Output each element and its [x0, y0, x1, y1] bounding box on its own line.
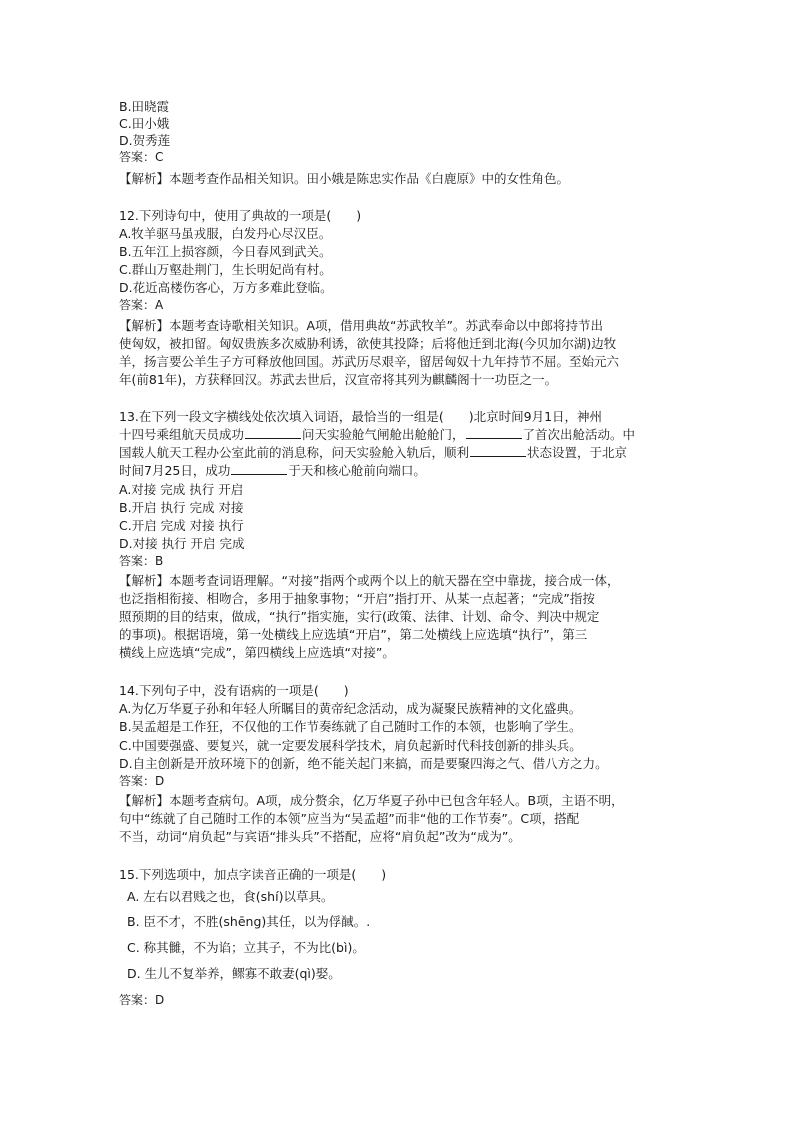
q13-option-a: A.对接 完成 执行 开启	[119, 482, 244, 497]
q15-option-c: C. 称其雠，不为谄；立其子，不为比(bì)。	[127, 940, 365, 955]
q13-analysis-line-3: 照预期的目的结束，做成，“执行”指实施，实行(政策、法律、计划、命令、判决中规定	[119, 609, 600, 624]
fill-blank-3	[470, 445, 526, 457]
q14-analysis-line-1: 【解析】本题考查病句。A项，成分赘余，亿万华夏子孙中已包含年轻人。B项，主语不明，	[119, 793, 624, 808]
q13-stem-line-4	[119, 462, 679, 479]
q12-option-b: B.五年江上损容颜，今日春风到武关。	[119, 244, 332, 259]
q14-answer: 答案：D	[119, 774, 165, 788]
q13-stem-line-4-part-b: 于天和核心舱前向端口。	[288, 463, 426, 478]
q12-option-a: A.牧羊驱马虽戎服，白发丹心尽汉臣。	[119, 226, 332, 241]
q14-option-c: C.中国要强盛、要复兴，就一定要发展科学技术，肩负起新时代科技创新的排头兵。	[119, 738, 582, 753]
q15-answer: 答案：D	[119, 993, 165, 1007]
q11-option-b: B.田晓霞	[119, 99, 170, 114]
q14-stem: 14.下列句子中，没有语病的一项是( )	[119, 683, 349, 698]
q13-analysis-line-1: 【解析】本题考查词语理解。“对接”指两个或两个以上的航天器在空中靠拢，接合成一体，	[119, 573, 620, 588]
q11-answer: 答案：C	[119, 150, 164, 164]
q15-option-b: B. 臣不才，不胜(shēng)其任，以为俘馘。.	[127, 914, 371, 929]
q13-analysis-line-2: 也泛指相衔接、相吻合，多用于抽象事物；“开启”指打开、从某一点起著；“完成”指按	[119, 591, 595, 606]
q12-answer: 答案：A	[119, 298, 164, 312]
q14-option-b: B.吴孟超是工作狂，不仅他的工作节奏练就了自己随时工作的本领，也影响了学生。	[119, 719, 582, 734]
q15-option-d: D. 生儿不复举养，鳏寡不敢妻(qì)娶。	[127, 966, 341, 981]
q13-stem-line-3-part-b: 状态设置，于北京	[527, 445, 628, 460]
q12-analysis-line-1: 【解析】本题考查诗歌相关知识。A项，借用典故“苏武牧羊”。苏武奉命以中郎将持节出	[119, 318, 604, 333]
q13-option-b: B.开启 执行 完成 对接	[119, 500, 244, 515]
q13-stem-line-2	[119, 426, 679, 443]
q13-stem-line-2-part-a: 十四号乘组航天员成功	[119, 427, 245, 442]
q14-option-d: D.自主创新是开放环境下的创新，绝不能关起门来搞，而是要聚四海之气、借八方之力。	[119, 756, 608, 771]
q13-stem-line-1: 13.在下列一段文字横线处依次填入词语，最恰当的一组是( )北京时间9月1日，神州	[119, 409, 603, 424]
q13-option-d: D.对接 执行 开启 完成	[119, 536, 245, 551]
q13-analysis-line-4: 的事项)。根据语境，第一处横线上应选填“开启”，第二处横线上应选填“执行”，第三	[119, 627, 588, 642]
q13-stem-line-2-part-b: 问天实验舱气闸舱出舱舱门，	[302, 427, 465, 442]
q11-option-c: C.田小娥	[119, 116, 170, 131]
fill-blank-2	[466, 427, 522, 439]
q12-analysis-line-3: 羊，扬言要公羊生子方可释放他回国。苏武历尽艰辛，留居匈奴十九年持节不屈。至始元六	[119, 354, 620, 369]
q11-option-d: D.贺秀莲	[119, 133, 171, 148]
q11-analysis: 【解析】本题考查作品相关知识。田小娥是陈忠实作品《白鹿原》中的女性角色。	[119, 171, 570, 186]
q12-stem: 12.下列诗句中，使用了典故的一项是( )	[119, 208, 362, 223]
q12-option-c: C.群山万壑赴荆门，生长明妃尚有村。	[119, 262, 332, 277]
fill-blank-1	[245, 427, 301, 439]
q13-answer: 答案：B	[119, 554, 164, 568]
q15-option-a: A. 左右以君贱之也，食(shí)以草具。	[127, 889, 334, 904]
q14-analysis-line-2: 句中“练就了自己随时工作的本领”应当为“吴孟超”而非“他的工作节奏”。C项，搭配	[119, 811, 580, 826]
q13-stem-line-2-part-c: 了首次出舱活动。中	[522, 427, 636, 442]
q13-stem-line-4-part-a: 时间7月25日，成功	[119, 463, 231, 478]
q13-stem-line-3-part-a: 国载人航天工程办公室此前的消息称，问天实验舱入轨后，顺利	[119, 445, 470, 460]
q14-analysis-line-3: 不当，动词“肩负起”与宾语“排头兵”不搭配，应将“肩负起”改为“成为”。	[119, 829, 521, 844]
q13-analysis-line-5: 横线上应选填“完成”，第四横线上应选填“对接”。	[119, 645, 395, 660]
q12-analysis-line-4: 年(前81年)，方获释回汉。苏武去世后，汉宣帝将其列为麒麟阁十一功臣之一。	[119, 372, 558, 387]
q14-option-a: A.为亿万华夏子孙和年轻人所瞩目的黄帝纪念活动，成为凝聚民族精神的文化盛典。	[119, 701, 582, 716]
q15-stem: 15.下列选项中，加点字读音正确的一项是( )	[119, 867, 387, 882]
q12-option-d: D.花近高楼伤客心，万方多难此登临。	[119, 280, 333, 295]
q13-stem-line-3	[119, 444, 679, 461]
q13-option-c: C.开启 完成 对接 执行	[119, 518, 244, 533]
q12-analysis-line-2: 使匈奴，被扣留。匈奴贵族多次威胁利诱，欲使其投降；后将他迁到北海(今贝加尔湖)边牧	[119, 336, 617, 351]
fill-blank-4	[231, 463, 287, 475]
